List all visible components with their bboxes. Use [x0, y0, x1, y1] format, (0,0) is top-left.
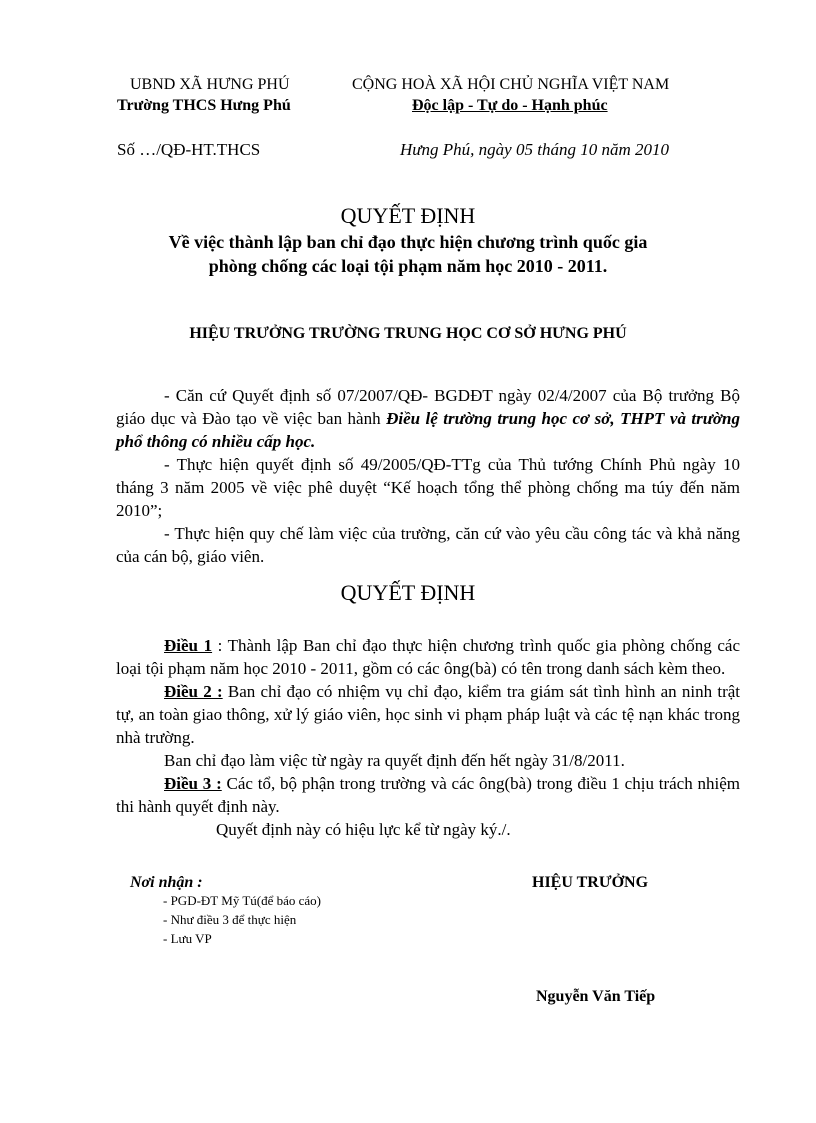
signer-name: Nguyễn Văn Tiếp	[536, 988, 656, 1005]
subject-line-2: phòng chống các loại tội phạm năm học 2010 - 2011.	[208, 256, 608, 276]
basis-1-text: - Căn cứ Quyết định số 07/2007/QĐ- BGDĐT ngày 02/4/2007 của Bộ trưởng Bộ giáo dục và Đào tạo về việc ban hành	[116, 386, 740, 428]
recipient-item: - Như điều 3 để thực hiện	[163, 912, 297, 927]
recipient-item: - Lưu VP	[163, 931, 212, 946]
articles	[116, 634, 740, 841]
basis-1-emphasis: Điều lệ trường trung học cơ sở, THPT và trường phổ thông có nhiều cấp học.	[116, 409, 741, 451]
school-name: Trường THCS Hưng Phú	[117, 97, 291, 114]
motto: Độc lập - Tự do - Hạnh phúc	[412, 97, 608, 114]
article-2-extra: Ban chỉ đạo làm việc từ ngày ra quyết định đến hết ngày 31/8/2011.	[164, 751, 625, 770]
authority-heading: HIỆU TRƯỞNG TRƯỜNG TRUNG HỌC CƠ SỞ HƯNG PHÚ	[189, 325, 627, 342]
signature-title: HIỆU TRƯỞNG	[532, 874, 649, 891]
effect-clause: Quyết định này có hiệu lực kể từ ngày ký./.	[216, 820, 511, 839]
article-1-text: : Thành lập Ban chỉ đạo thực hiện chương trình quốc gia phòng chống các loại tội phạm năm học 2010 - 2011, gồm có các ông(bà) có tên trong danh sách kèm theo.	[116, 636, 741, 678]
subject-line-1: Về việc thành lập ban chỉ đạo thực hiện chương trình quốc gia	[168, 232, 648, 252]
recipients-label: Nơi nhận :	[130, 874, 203, 891]
basis-2: - Thực hiện quyết định số 49/2005/QĐ-TTg của Thủ tướng Chính Phủ ngày 10 tháng 3 năm 2005 về việc phê duyệt “Kế hoạch tổng thể phòng chống ma túy đến năm 2010”;	[116, 455, 740, 520]
article-3-label: Điều 3 :	[164, 774, 222, 793]
article-2	[116, 680, 740, 749]
article-2-label: Điều 2 :	[164, 682, 223, 701]
recipient-item: - PGD-ĐT Mỹ Tú(để báo cáo)	[163, 893, 322, 908]
article-1	[116, 634, 740, 680]
basis-3: - Thực hiện quy chế làm việc của trường, căn cứ vào yêu cầu công tác và khả năng của cán bộ, giáo viên.	[116, 524, 740, 566]
article-2-text: Ban chỉ đạo có nhiệm vụ chỉ đạo, kiểm tra giám sát tình hình an ninh trật tự, an toàn giao thông, xử lý giáo viên, học sinh vi phạm pháp luật và các tệ nạn khác trong nhà trường.	[116, 682, 740, 747]
decision-heading: QUYẾT ĐỊNH	[340, 580, 476, 605]
place-date: Hưng Phú, ngày 05 tháng 10 năm 2010	[400, 140, 669, 159]
article-1-label: Điều 1	[164, 636, 213, 655]
legal-bases	[116, 384, 740, 568]
basis-1	[116, 384, 740, 453]
country-name: CỘNG HOÀ XÃ HỘI CHỦ NGHĨA VIỆT NAM	[352, 76, 670, 93]
document-title: QUYẾT ĐỊNH	[340, 203, 476, 228]
article-3	[116, 772, 740, 818]
agency-name: UBND XÃ HƯNG PHÚ	[130, 76, 290, 93]
document-number: Số …/QĐ-HT.THCS	[117, 140, 261, 159]
article-3-text: Các tổ, bộ phận trong trường và các ông(bà) trong điều 1 chịu trách nhiệm thi hành quyết định này.	[116, 774, 740, 816]
recipients-list	[163, 891, 321, 948]
